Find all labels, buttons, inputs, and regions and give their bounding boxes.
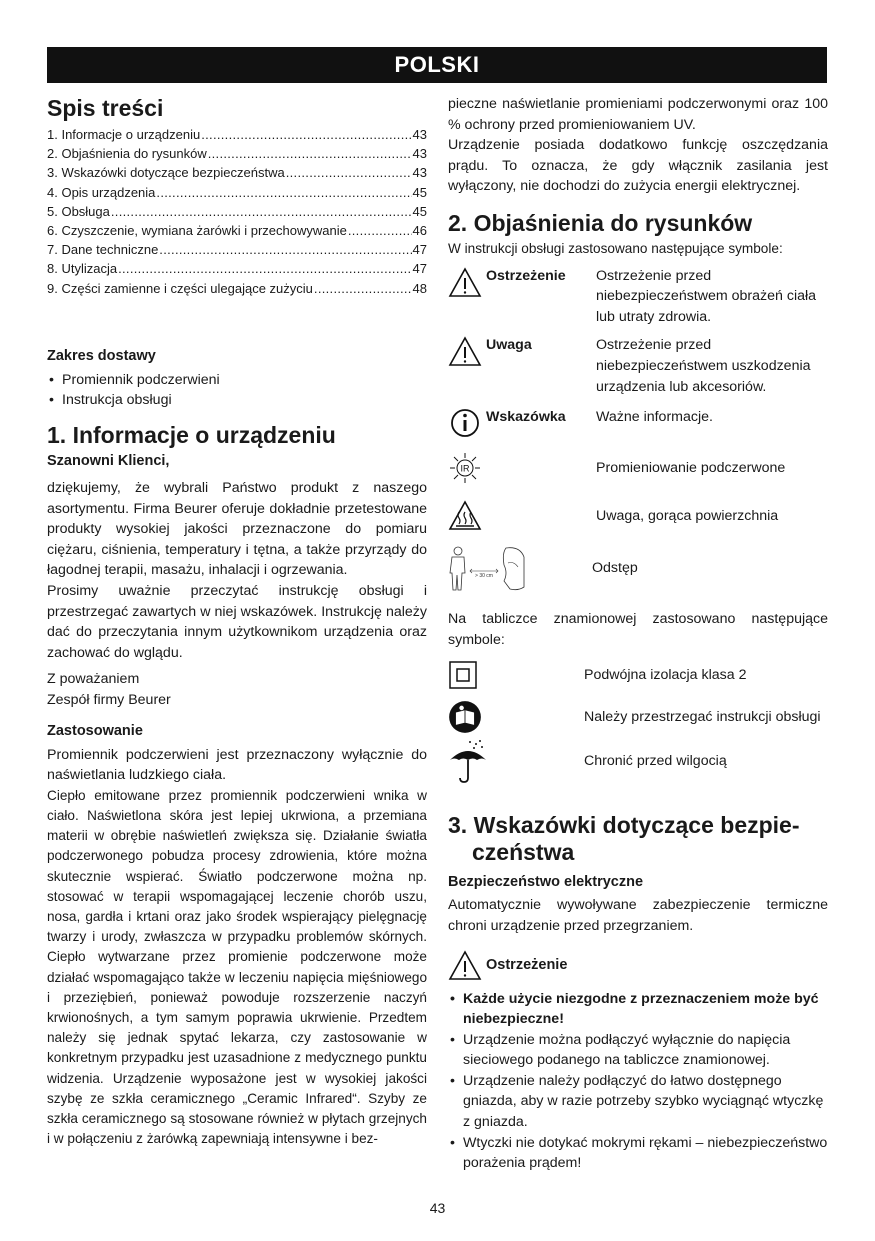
regards-team: Zespół firmy Beurer [47, 691, 171, 708]
language-banner: POLSKI [47, 47, 827, 83]
warning-triangle-icon [448, 266, 482, 300]
read-instructions-icon [448, 700, 584, 734]
section2-title: 2. Objaśnienia do rysunków [448, 209, 753, 236]
paragraph: Prosimy uważnie przeczytać instrukcję obsługi i przestrzegać zawartych w niej wskazówek. Instrukcję należy dać do przeczytania innym użytkownikom urządzenia oraz zachować do wglądu. [47, 582, 427, 661]
electrical-safety-title: Bezpieczeństwo elektryczne [448, 874, 644, 891]
section3-title: 3. Wskazówki dotyczące bezpie- czeństwa [448, 812, 800, 866]
symbol-row [448, 499, 828, 533]
paragraph: dziękujemy, że wybrali Państwo produkt z naszego asortymentu. Firma Beurer oferuje dokładnie przetestowane produkty wysokiej jakości przeznaczone do pomiaru ciężaru, ciśnienia, temperatury i tętna, a także przyrządy do łagodnej terapii, masażu, inhalacji i ogrzewania. [47, 480, 427, 579]
plate-symbol-row [448, 738, 828, 784]
toc-title: Spis treści [47, 95, 164, 121]
toc-item[interactable]: 5. Obsługa ..... 45 [47, 202, 427, 221]
use-title: Zastosowanie [47, 722, 143, 739]
toc-item[interactable]: 4. Opis urządzenia ..... 45 [47, 183, 427, 202]
symbol-text: Ważne informacje. [596, 409, 713, 426]
double-insulation-icon [448, 660, 584, 690]
info-icon [448, 407, 482, 441]
symbol-text: Promieniowanie podczerwone [596, 459, 786, 476]
paragraph: Automatycznie wywoływane zabezpieczenie termiczne chroni urządzenie przed przegrzaniem. [448, 897, 828, 934]
infrared-icon [448, 449, 482, 487]
symbol-row [448, 407, 828, 441]
greeting: Szanowni Klienci, [47, 453, 170, 470]
toc-item[interactable]: 7. Dane techniczne ..... 47 [47, 240, 427, 259]
symbol-row [448, 449, 828, 487]
distance-icon [448, 543, 528, 593]
hot-surface-icon [448, 499, 482, 533]
plate-intro: Na tabliczce znamionowej zastosowano następujące symbole: [448, 611, 828, 648]
page-number: 43 [429, 1200, 446, 1216]
section1-title: 1. Informacje o urządzeniu [47, 422, 336, 449]
regards: Z poważaniem [47, 671, 140, 688]
toc-item[interactable]: 2. Objaśnienia do rysunków ..... 43 [47, 144, 427, 163]
symbol-label: Uwaga [486, 337, 532, 354]
toc-item[interactable]: 1. Informacje o urządzeniu ..... 43 [47, 125, 427, 144]
paragraph: pieczne naświetlanie promieniami podczerwonymi oraz 100 % ochrony przed promieniowaniem UV. [448, 96, 828, 133]
list-item: • Każde użycie niezgodne z przeznaczeniem może być niebezpieczne! [448, 989, 828, 1030]
warning-triangle-icon [448, 335, 482, 369]
toc-item[interactable]: 6. Czyszczenie, wymiana żarówki i przechowywanie ..... 46 [47, 221, 427, 240]
delivery-title: Zakres dostawy [47, 347, 156, 364]
toc-item[interactable]: 8. Utylizacja ..... 47 [47, 259, 427, 278]
warning-heading: Ostrzeżenie [448, 949, 828, 983]
list-item: • Instrukcja obsługi [47, 390, 427, 411]
paragraph: Promiennik podczerwieni jest przeznaczony wyłącznie do naświetlania ludzkiego ciała. [47, 746, 427, 784]
plate-symbol-row [448, 700, 828, 734]
warning-triangle-icon [448, 949, 482, 983]
symbol-text: Ostrzeżenie przed niebezpieczeństwem obrażeń ciała lub utraty zdrowia. [596, 267, 817, 325]
symbol-row [448, 543, 828, 593]
list-item: • Urządzenie należy podłączyć do łatwo dostępnego gniazda, aby w razie potrzeby szybko wyciągnąć wtyczkę z gniazda. [448, 1071, 828, 1133]
symbol-text: Odstęp [592, 559, 638, 576]
svg-text:IR: IR [460, 463, 470, 474]
symbol-text: Ostrzeżenie przed niebezpieczeństwem uszkodzenia urządzenia lub akcesoriów. [596, 337, 811, 395]
paragraph: Ciepło emitowane przez promiennik podczerwieni wnika w ciało. Naświetlona skóra jest lepiej ukrwiona, a przemiana materii w obrębie naświetleń zwiększa się. Działanie światła podczerwonego pobudza procesy zdrowienia, które można skutecznie wspierać. Światło podczerwone można np. stosować w terapii wspomagającej leczenie chorób uszu, nosa, gardła i krtani oraz jako środek wspierający pielęgnację twarzy i urody, zwłaszcza w przypadku problemów skórnych. Ciepło wytwarzane przez promienie podczerwone może działać wspomagająco także w leczeniu napięcia mięśniowego i przeziębień, ponieważ powoduje rozszerzenie naczyń krwionośnych, a tym samym poprawia ukrwienie. Przedtem należy się jednak spytać lekarza, czy zastosowanie w konkretnym przypadku jest uzasadnione z medycznego punktu widzenia. Urządzenie wyposażone jest w wysokiej jakości szybę ze szkła ceramicznego „Ceramic Infrared“. Szyby ze szkła ceramicznego są stosowane również w płytach grzejnych i w połączeniu z żarówką zapewniają intensywne i bez- [47, 787, 427, 1147]
plate-symbol-row [448, 660, 828, 690]
symbol-label: Ostrzeżenie [486, 267, 566, 284]
toc-item[interactable]: 3. Wskazówki dotyczące bezpieczeństwa ..... 43 [47, 163, 427, 182]
symbol-label: Wskazówka [486, 409, 566, 426]
list-item: • Urządzenie można podłączyć wyłącznie do napięcia sieciowego podanego na tabliczce znamionowej. [448, 1030, 828, 1071]
right-column [448, 94, 828, 1174]
svg-text:> 30 cm: > 30 cm [475, 573, 493, 580]
paragraph: Urządzenie posiada dodatkowo funkcję oszczędzania prądu. To oznacza, że gdy włącznik zasilania jest wyłączony, nie dochodzi do zużycia energii elektrycznej. [448, 137, 828, 195]
plate-symbol-text: Podwójna izolacja klasa 2 [584, 667, 747, 684]
list-item: • Promiennik podczerwieni [47, 370, 427, 391]
symbols-intro: W instrukcji obsługi zastosowano następujące symbole: [448, 240, 783, 256]
table-of-contents [47, 125, 427, 298]
symbol-row [448, 335, 828, 397]
left-column [47, 94, 427, 1149]
safety-list [448, 989, 828, 1174]
keep-dry-icon [448, 738, 584, 784]
symbol-row [448, 266, 828, 328]
plate-symbol-text: Należy przestrzegać instrukcji obsługi [584, 709, 821, 726]
delivery-list [47, 370, 427, 411]
list-item: • Wtyczki nie dotykać mokrymi rękami – niebezpieczeństwo porażenia prądem! [448, 1133, 828, 1174]
toc-item[interactable]: 9. Części zamienne i części ulegające zużyciu ..... 48 [47, 279, 427, 298]
plate-symbol-text: Chronić przed wilgocią [584, 753, 727, 770]
symbol-text: Uwaga, gorąca powierzchnia [596, 507, 779, 524]
